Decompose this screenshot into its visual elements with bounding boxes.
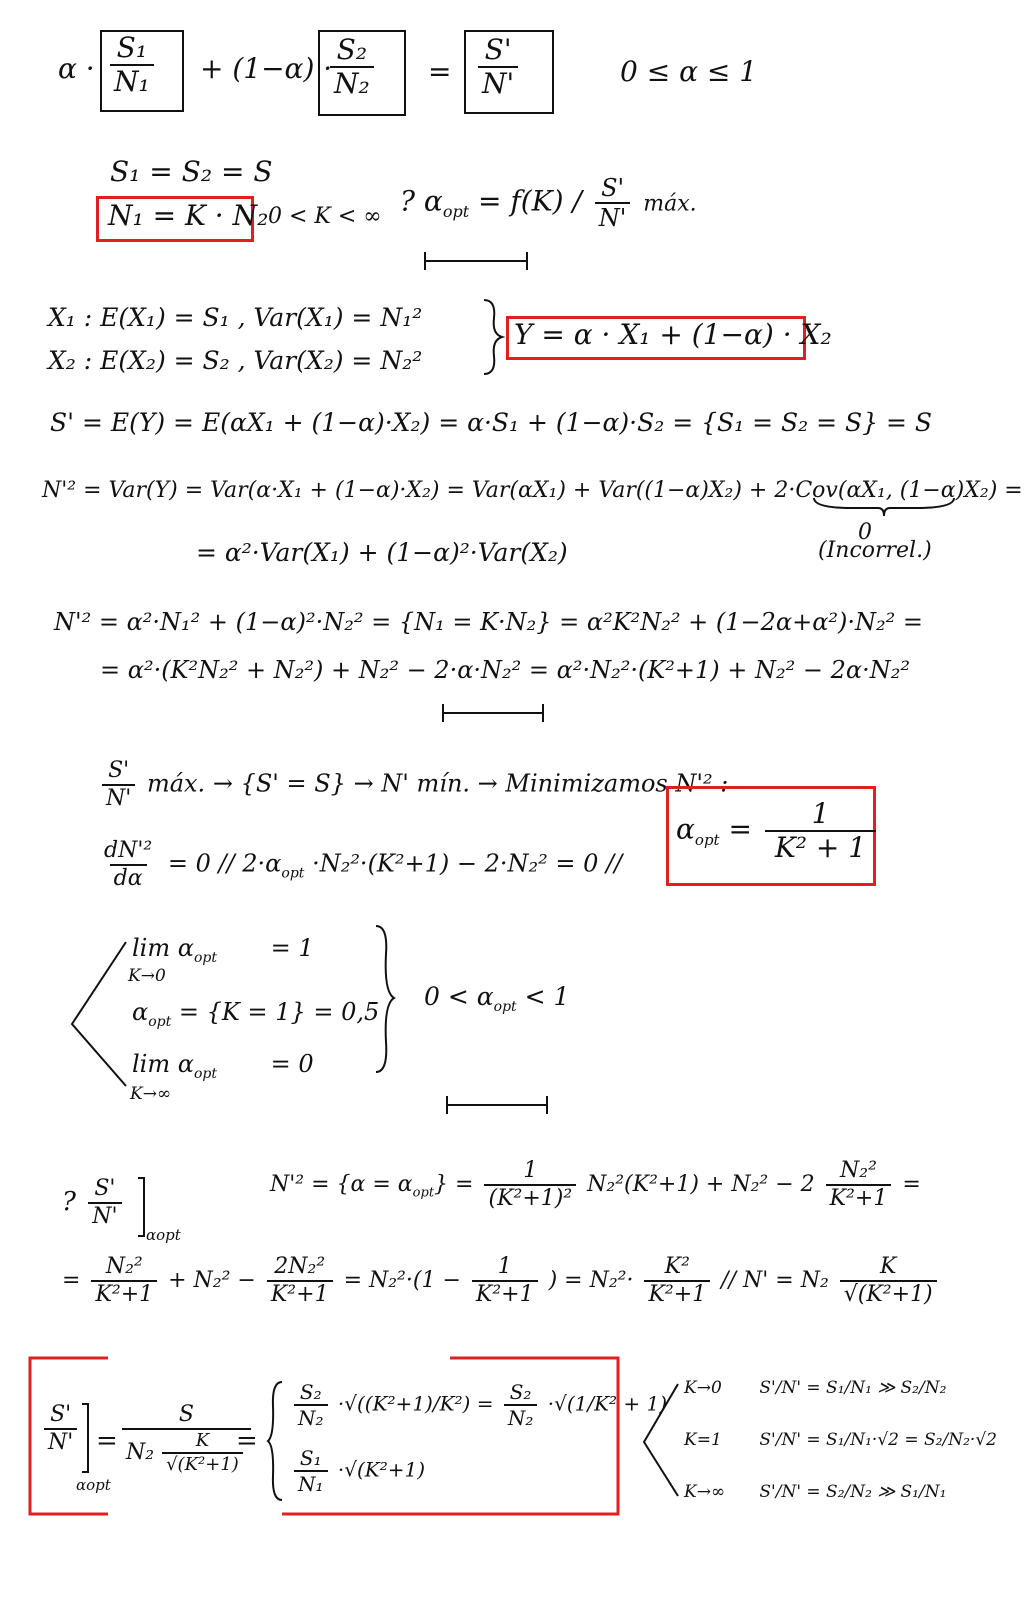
case-k-inf: [684, 1484, 946, 1501]
final-m-den-pre: N₂: [126, 1440, 155, 1465]
case1-den: N₂: [294, 1404, 328, 1428]
case-k-inf-label: K→∞: [684, 1482, 726, 1502]
final-middle: [118, 1404, 255, 1474]
incorrelated-note: (Incorrel.): [818, 538, 932, 563]
lim1-val: = 1: [270, 934, 314, 962]
final-m-den: [122, 1428, 251, 1474]
case1-num: S₂: [299, 1380, 322, 1404]
nsimp-eq: =: [62, 1268, 81, 1293]
nsimp-g2-num: 2N₂²: [274, 1254, 326, 1279]
nsimp-g1-den: K²+1: [91, 1280, 157, 1306]
result-num: 1: [811, 797, 830, 830]
deriv-num: dN'²: [104, 838, 153, 863]
case-k-zero: [684, 1380, 946, 1397]
case2-num: S₁: [299, 1446, 322, 1470]
lim3-text: lim α: [132, 1050, 194, 1078]
snr1-num: S₁: [116, 31, 148, 64]
cov-zero: 0: [858, 520, 872, 545]
result-den: K² + 1: [765, 830, 876, 862]
x1-definition: X₁ : E(X₁) = S₁ , Var(X₁) = N₁²: [48, 303, 423, 332]
lim3-sub: opt: [193, 1065, 217, 1082]
final-cases-brace: [266, 1380, 286, 1502]
final-lhs: [40, 1404, 81, 1454]
nsimp-g4-num: K²: [664, 1254, 690, 1279]
nsimp-g2-den: K²+1: [267, 1280, 333, 1306]
final-m-den-den: √(K²+1): [162, 1452, 243, 1474]
result-eq: =: [728, 812, 752, 846]
nopt-f2-num: N₂²: [840, 1158, 877, 1183]
case-k-one-label: K=1: [684, 1430, 722, 1450]
question-post: máx.: [643, 191, 697, 217]
nopt-d: =: [902, 1172, 921, 1197]
snr-q-subscript: αopt: [146, 1226, 181, 1244]
cases-fork: [640, 1380, 680, 1498]
nsimp-g5-num: K: [879, 1254, 897, 1279]
final-m-num: S: [178, 1402, 194, 1427]
case-k-zero-label: K→0: [684, 1378, 722, 1398]
question-den: N': [595, 202, 631, 230]
case1-root: ·√((K²+1)/K²): [337, 1391, 471, 1416]
lim1-text: lim α: [132, 934, 194, 962]
case1b-root: ·√(1/K² + 1): [547, 1391, 668, 1416]
snr-q-den: N': [88, 1202, 121, 1228]
lim1-sub: opt: [193, 949, 217, 966]
nsimp-g1-num: N₂²: [105, 1254, 143, 1279]
final-case2: [290, 1448, 425, 1494]
nsimp-g3-den: K²+1: [472, 1280, 538, 1306]
x2-definition: X₂ : E(X₂) = S₂ , Var(X₂) = N₂²: [48, 346, 423, 375]
opt-line2-sub: opt: [281, 865, 305, 882]
final-eq2: =: [236, 1426, 258, 1456]
y-definition: Y = α · X₁ + (1−α) · X₂: [514, 318, 832, 351]
final-lhs-num: S': [50, 1402, 72, 1427]
opt-line2-b: ·N₂²·(K²+1) − 2·N₂² = 0 //: [312, 849, 623, 878]
case-k-inf-eq: S'/N' = S₂/N₂ ≫ S₁/N₁: [759, 1482, 947, 1502]
nopt-f1-den: (K²+1)²: [484, 1184, 576, 1210]
limit-k-zero-cond: K→0: [128, 966, 166, 986]
final-case1: [290, 1382, 667, 1428]
nopt-f1-num: 1: [523, 1158, 538, 1183]
alpha-coef: α ·: [58, 52, 95, 85]
nopt-sub: opt: [412, 1185, 435, 1201]
lim2-rest: = {K = 1} = 0,5: [178, 998, 380, 1026]
case-k-one: [684, 1432, 997, 1449]
equal-signals: S₁ = S₂ = S: [110, 155, 273, 188]
question-mid: = f(K) /: [478, 184, 582, 218]
final-lhs-den: N': [44, 1428, 77, 1454]
snr-q-num: S': [94, 1176, 116, 1201]
noise-variance-line2: = α²·Var(X₁) + (1−α)²·Var(X₂): [196, 538, 568, 567]
case2-root: ·√(K²+1): [337, 1457, 426, 1482]
lim2-sub: opt: [148, 1013, 172, 1030]
nopt-b: } =: [434, 1172, 474, 1197]
equals-sign: =: [428, 55, 452, 88]
noise-variance-line1: N'² = Var(Y) = Var(α·X₁ + (1−α)·X₂) = Var(αX₁) + Var((1−α)X₂) + 2·Cov(αX₁, (1−α)X₂) =: [42, 478, 1023, 503]
nsimp-mid3: ) = N₂²·: [548, 1268, 634, 1293]
case2-den: N₁: [294, 1470, 328, 1494]
opt-line1-text: máx. → {S' = S} → N' mín. → Minimizamos N'² :: [146, 769, 729, 798]
result-sub: opt: [694, 831, 720, 850]
case1-eq: =: [476, 1391, 494, 1416]
snr-q-mark: ?: [62, 1187, 76, 1217]
case1b-num: S₂: [509, 1380, 532, 1404]
snr2-den: N₂: [330, 66, 374, 98]
case-k-one-eq-text: S'/N' = S₁/N₁·√2 = S₂/N₂·√2: [759, 1430, 997, 1450]
noise-ratio: N₁ = K · N₂: [108, 199, 269, 232]
opt-snr-num: S': [108, 758, 130, 783]
k-range: 0 < K < ∞: [268, 204, 382, 229]
bounds-sub: opt: [493, 999, 517, 1015]
snr-out-num: S': [484, 33, 512, 66]
nsimp-mid4: // N' = N₂: [721, 1268, 829, 1293]
nsimp-mid2: = N₂²·(1 −: [343, 1268, 461, 1293]
snr-out-den: N': [478, 66, 518, 98]
result-lhs: α: [676, 812, 695, 846]
lim2-text: α: [132, 998, 149, 1026]
question-sub: opt: [442, 202, 470, 222]
limit-k-inf-cond: K→∞: [130, 1084, 172, 1104]
nopt-a: N'² = {α = α: [270, 1172, 413, 1197]
final-lhs-subscript: αopt: [76, 1476, 111, 1494]
final-lhs-bracket: [80, 1402, 92, 1474]
signal-expectation: S' = E(Y) = E(αX₁ + (1−α)·X₂) = α·S₁ + (1−α)·S₂ = {S₁ = S₂ = S} = S: [50, 408, 932, 437]
bounds-post: < 1: [524, 982, 570, 1011]
final-m-den-num: K: [195, 1430, 210, 1451]
final-eq1: =: [96, 1426, 118, 1456]
noise-variance-line3: N'² = α²·N₁² + (1−α)²·N₂² = {N₁ = K·N₂} = α²K²N₂² + (1−2α+α²)·N₂² =: [54, 608, 924, 636]
nsimp-g4-den: K²+1: [644, 1280, 710, 1306]
deriv-den: dα: [110, 864, 147, 890]
alpha-constraint: 0 ≤ α ≤ 1: [620, 55, 758, 88]
snr2-num: S₂: [336, 33, 368, 66]
opt-snr-den: N': [102, 784, 135, 810]
question-pre: ? α: [400, 184, 443, 218]
nsimp-g5-den: √(K²+1): [840, 1280, 937, 1306]
nsimp-g3-num: 1: [497, 1254, 512, 1279]
snr1-den: N₁: [110, 64, 154, 96]
nopt-f2-den: K²+1: [826, 1184, 892, 1210]
question-num: S': [601, 174, 625, 202]
one-minus-alpha: + (1−α) ·: [200, 52, 333, 85]
case-k-zero-eq: S'/N' = S₁/N₁ ≫ S₂/N₂: [759, 1378, 947, 1398]
opt-line2-a: = 0 // 2·α: [167, 849, 282, 878]
nopt-c: N₂²(K²+1) + N₂² − 2: [587, 1172, 815, 1197]
noise-variance-line4: = α²·(K²N₂² + N₂²) + N₂² − 2·α·N₂² = α²·N₂²·(K²+1) + N₂² − 2α·N₂²: [100, 656, 910, 684]
bounds-pre: 0 < α: [424, 982, 494, 1011]
case1b-den: N₂: [504, 1404, 538, 1428]
lim3-val: = 0: [270, 1050, 314, 1078]
nsimp-mid: + N₂² −: [168, 1268, 256, 1293]
